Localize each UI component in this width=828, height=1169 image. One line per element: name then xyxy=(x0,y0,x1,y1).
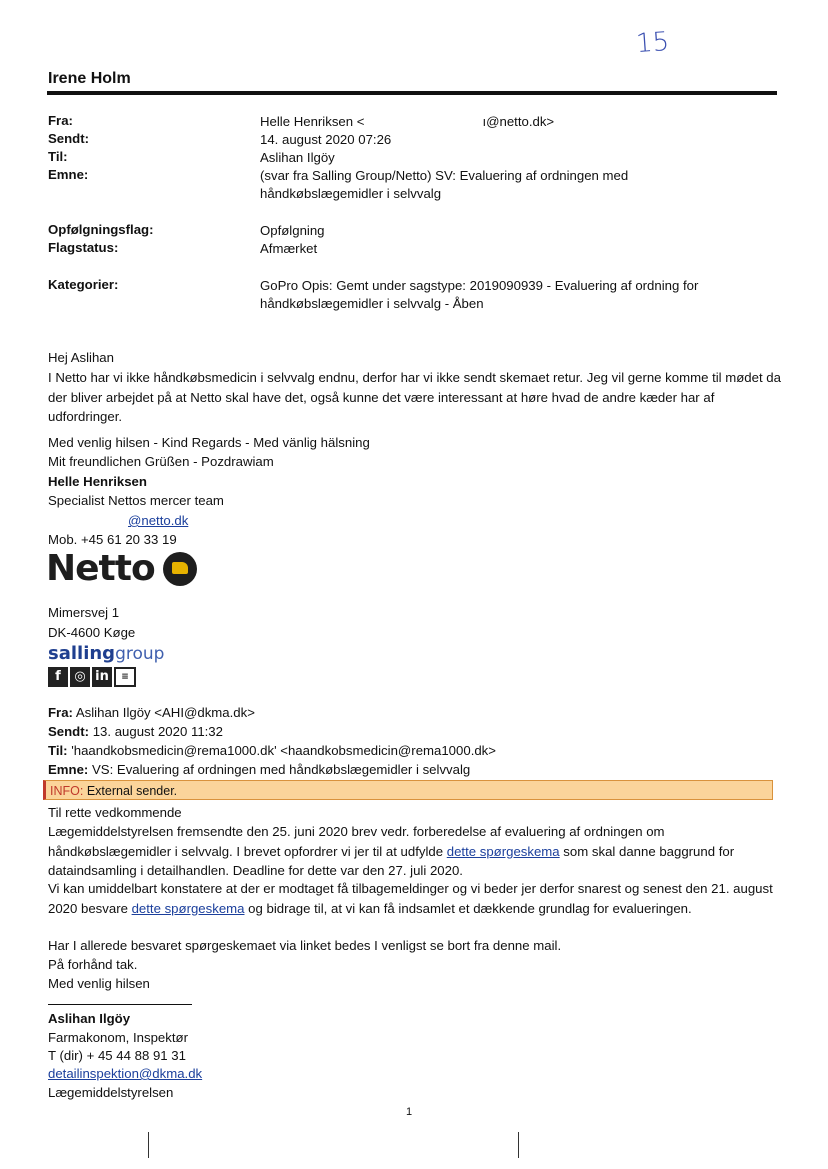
to-label: Til: xyxy=(48,149,68,164)
from-email-tail: ı@netto.dk> xyxy=(482,114,555,129)
orig-sig-org: Lægemiddelstyrelsen xyxy=(48,1085,174,1100)
mailbox-owner-name: Irene Holm xyxy=(48,70,131,87)
orig-to-label: Til: xyxy=(48,743,68,758)
orig-salutation: Til rette vedkommende xyxy=(48,805,182,820)
categories-label: Kategorier: xyxy=(48,277,119,292)
social-links xyxy=(48,667,136,687)
orig-sig-phone: T (dir) + 45 44 88 91 31 xyxy=(48,1048,186,1063)
orig-sig-email xyxy=(48,1064,788,1084)
orig-sig-title: Farmakonom, Inspektør xyxy=(48,1030,188,1045)
survey-link-1[interactable]: dette spørgeskema xyxy=(446,843,560,859)
survey-link-2[interactable]: dette spørgeskema xyxy=(131,900,245,916)
p1-text-a: Lægemiddelstyrelsen fremsendte den 25. juni 2020 brev vedr. forberedelse af evaluering af ordningen om håndkøbslægemidler i selvvalg. I brevet opfordrer vi jer til at udfylde xyxy=(48,824,665,859)
sender-name: Helle Henriksen xyxy=(48,474,147,489)
p2-text-a: Vi kan umiddelbart konstatere at der er modtaget få tilbagemeldinger og vi beder jer derfor snarest og senest den 21. august 2020 besvare xyxy=(48,881,773,916)
sender-email-link[interactable] xyxy=(128,511,328,531)
salling-group-logo xyxy=(48,643,164,664)
flag-status-value: Afmærket xyxy=(260,241,318,256)
orig-from-value: Aslihan Ilgöy <AHI@dkma.dk> xyxy=(75,705,255,720)
salling-logo-heavy: salling xyxy=(48,643,116,664)
instagram-icon[interactable]: ◎ xyxy=(70,667,90,687)
subject-label: Emne: xyxy=(48,167,89,182)
p2-text-b: og bidrage til, at vi kan få indsamlet et dækkende grundlag for evalueringen. xyxy=(244,900,692,916)
scan-mark-right xyxy=(518,1132,519,1158)
netto-logo-text: Netto xyxy=(46,548,155,589)
reply-body: I Netto har vi ikke håndkøbsmedicin i selvvalg endnu, derfor har vi ikke sendt skemaet retur. Jeg vil gerne komme til mødet da der bliver arbejdet på at Netto skal have det, også kunne det være interessant at høre hvad de andre kæder har af udfordringer. xyxy=(48,370,781,424)
orig-sent-label: Sendt: xyxy=(48,724,90,739)
orig-sig-name: Aslihan Ilgöy xyxy=(48,1011,131,1026)
address-line-1: Mimersvej 1 xyxy=(48,605,120,620)
signature-divider xyxy=(48,1004,192,1005)
from-name: Helle Henriksen < xyxy=(260,114,365,129)
orig-paragraph-2 xyxy=(48,879,788,918)
flag-status-label: Flagstatus: xyxy=(48,240,119,255)
sent-value: 14. august 2020 07:26 xyxy=(260,132,392,147)
scan-mark-left xyxy=(148,1132,149,1158)
orig-to-line xyxy=(48,741,788,761)
header-divider xyxy=(47,91,777,95)
sender-email-text[interactable]: @netto.dk xyxy=(128,513,189,528)
info-tag: INFO: xyxy=(50,784,84,798)
orig-sent-value: 13. august 2020 11:32 xyxy=(92,724,223,739)
orig-subject-line xyxy=(48,760,788,780)
news-icon[interactable]: ≡ xyxy=(114,667,136,687)
orig-sent-line xyxy=(48,722,788,742)
followup-flag-label: Opfølgningsflag: xyxy=(48,222,154,237)
external-sender-banner xyxy=(43,780,773,800)
orig-closing: Med venlig hilsen xyxy=(48,976,150,991)
subject-value: (svar fra Salling Group/Netto) SV: Evaluering af ordningen med håndkøbslægemidler i selvvalg xyxy=(260,168,629,201)
orig-to-value: 'haandkobsmedicin@rema1000.dk' <haandkobsmedicin@rema1000.dk> xyxy=(71,743,496,758)
orig-paragraph-3: Har I allerede besvaret spørgeskemaet via linket bedes I venligst se bort fra denne mail. xyxy=(48,938,562,953)
regards-line-1: Med venlig hilsen - Kind Regards - Med vänlig hälsning xyxy=(48,435,370,450)
from-value xyxy=(260,113,740,131)
orig-sig-email-link[interactable]: detailinspektion@dkma.dk xyxy=(48,1066,203,1081)
address-line-2: DK-4600 Køge xyxy=(48,625,136,640)
facebook-icon[interactable]: f xyxy=(48,667,68,687)
linkedin-icon[interactable]: in xyxy=(92,667,112,687)
orig-from-label: Fra: xyxy=(48,705,73,720)
page-number: 1 xyxy=(406,1106,413,1118)
salling-logo-light: group xyxy=(115,644,165,664)
orig-from-line xyxy=(48,703,788,723)
from-label: Fra: xyxy=(48,113,73,128)
followup-flag-value: Opfølgning xyxy=(260,223,325,238)
sent-label: Sendt: xyxy=(48,131,90,146)
p1-text-b: som skal danne baggrund for dataindsamling i detailhandlen. Deadline for dette var den 27. juli 2020. xyxy=(48,843,735,878)
categories-value: GoPro Opis: Gemt under sagstype: 2019090939 - Evaluering af ordning for håndkøbslægemidler i selvvalg - Åben xyxy=(260,278,699,311)
handwritten-page-number: 15 xyxy=(634,26,671,60)
to-value: Aslihan Ilgöy xyxy=(260,150,335,165)
orig-paragraph-1 xyxy=(48,822,788,881)
reply-greeting: Hej Aslihan xyxy=(48,350,114,365)
scottie-dog-icon xyxy=(163,552,197,586)
orig-subject-label: Emne: xyxy=(48,762,89,777)
netto-logo xyxy=(46,548,197,589)
sender-title: Specialist Nettos mercer team xyxy=(48,493,224,508)
regards-line-2: Mit freundlichen Grüßen - Pozdrawiam xyxy=(48,454,274,469)
orig-subject-value: VS: Evaluering af ordningen med håndkøbslægemidler i selvvalg xyxy=(91,762,471,777)
sender-mobile: Mob. +45 61 20 33 19 xyxy=(48,532,177,547)
info-text: External sender. xyxy=(86,784,178,798)
orig-paragraph-4: På forhånd tak. xyxy=(48,957,138,972)
